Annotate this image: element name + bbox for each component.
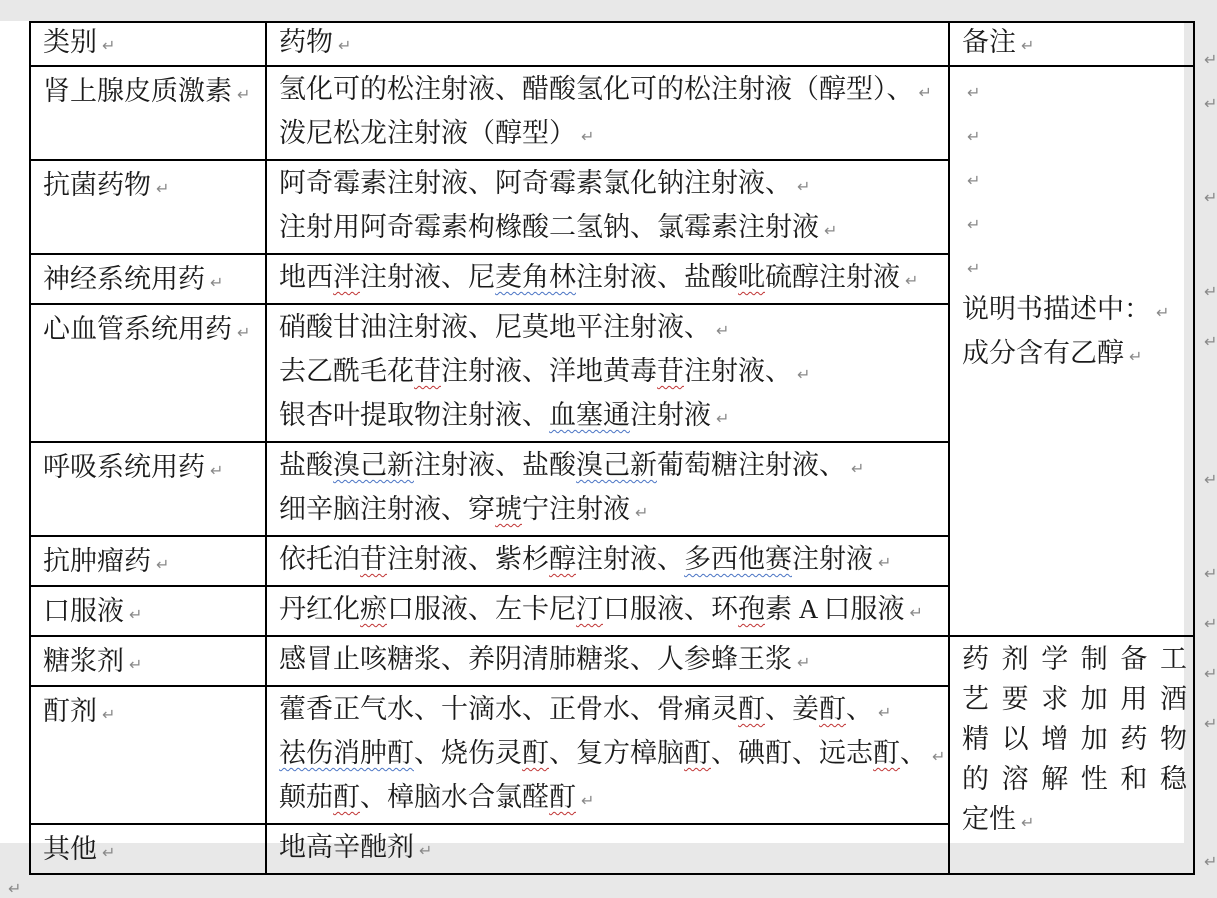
paragraph-mark: ↵ xyxy=(156,555,170,574)
column-header-category[interactable] xyxy=(30,22,266,66)
category-label: 呼吸系统用药 xyxy=(43,452,205,482)
flagged-text-red: 苷 xyxy=(657,356,684,386)
remark-line xyxy=(962,333,1187,377)
text-run: 注射液、盐酸 xyxy=(576,262,738,292)
flagged-text-red: 酊 xyxy=(522,738,549,768)
drugs-cell[interactable] xyxy=(266,636,949,686)
category-label: 神经系统用药 xyxy=(43,264,205,294)
flagged-text-blue: 麦角林 xyxy=(495,262,576,292)
paragraph-mark: ↵ xyxy=(967,83,981,102)
paragraph-mark: ↵ xyxy=(967,215,981,234)
text-run: 口服液、环 xyxy=(603,594,738,624)
drug-line xyxy=(279,445,942,489)
flagged-text-blue: 血塞通 xyxy=(549,400,630,430)
text-run: 银杏叶提取物注射液、 xyxy=(279,400,549,430)
paragraph-mark: ↵ xyxy=(210,461,224,480)
text-run: 藿香正气水、十滴水、正骨水、骨痛灵 xyxy=(279,694,738,724)
paragraph-mark: ↵ xyxy=(129,655,143,674)
drug-line xyxy=(279,827,942,871)
text-run: 地西 xyxy=(279,262,333,292)
remark-text: 定性 xyxy=(962,804,1016,834)
remark-line xyxy=(962,799,1187,843)
paragraph-mark: ↵ xyxy=(237,85,251,104)
paragraph-mark: ↵ xyxy=(878,553,892,572)
category-cell[interactable] xyxy=(30,442,266,536)
text-run: 注射液、洋地黄毒 xyxy=(441,356,657,386)
drug-line xyxy=(279,113,942,157)
category-label: 其他 xyxy=(43,834,97,864)
drug-line xyxy=(279,69,942,113)
flagged-text-red: 琥 xyxy=(495,494,522,524)
text-run: 、碘酊、远志 xyxy=(711,738,873,768)
column-header-label: 备注 xyxy=(962,27,1016,57)
flagged-text-red: 瘀 xyxy=(360,594,387,624)
flagged-text-red: 吡 xyxy=(738,262,765,292)
category-cell[interactable] xyxy=(30,160,266,254)
remark-text: 药剂学制备工 xyxy=(962,644,1187,674)
category-label: 抗肿瘤药 xyxy=(43,546,151,576)
category-label: 酊剂 xyxy=(43,696,97,726)
flagged-text-red: 酊 xyxy=(819,694,846,724)
text-run: 注射液 xyxy=(792,544,873,574)
remark-text: 艺要求加用酒 xyxy=(962,684,1187,714)
text-run: 、 xyxy=(846,694,873,724)
paragraph-mark: ↵ xyxy=(1129,347,1143,366)
category-label: 抗菌药物 xyxy=(43,170,151,200)
text-run: 去乙酰毛花 xyxy=(279,356,414,386)
paragraph-mark: ↵ xyxy=(716,409,730,428)
drugs-cell[interactable] xyxy=(266,304,949,442)
table-row xyxy=(30,636,1194,686)
text-run: 注射液、紫杉 xyxy=(387,544,549,574)
row-end-mark: ↵ xyxy=(1204,614,1217,633)
remark-line xyxy=(962,679,1187,719)
row-end-mark: ↵ xyxy=(1204,188,1217,207)
paragraph-mark: ↵ xyxy=(878,703,892,722)
drug-line xyxy=(279,689,942,733)
remark-text: 说明书描述中： xyxy=(962,294,1151,324)
column-header-remark[interactable] xyxy=(949,22,1194,66)
flagged-text-red: 醇 xyxy=(549,544,576,574)
empty-paragraph xyxy=(962,69,1187,113)
medications-table xyxy=(29,21,1195,875)
flagged-text-red: 泮 xyxy=(333,262,360,292)
drug-line xyxy=(279,257,942,301)
paragraph-mark: ↵ xyxy=(8,879,22,898)
drug-line xyxy=(279,351,942,395)
drugs-cell[interactable] xyxy=(266,66,949,160)
paragraph-mark: ↵ xyxy=(102,843,116,862)
table-head xyxy=(30,22,1194,66)
paragraph-mark: ↵ xyxy=(338,36,352,55)
text-run: 注射液、 xyxy=(576,544,684,574)
text-run: 宁注射液 xyxy=(522,494,630,524)
paragraph-mark: ↵ xyxy=(102,705,116,724)
table-body xyxy=(30,66,1194,874)
remark-cell[interactable] xyxy=(949,636,1194,874)
document-page[interactable] xyxy=(0,21,1217,898)
category-cell[interactable] xyxy=(30,254,266,304)
text-run: 感冒止咳糖浆、养阴清肺糖浆、人参蜂王浆 xyxy=(279,644,792,674)
text-run: 细辛脑注射液、穿 xyxy=(279,494,495,524)
column-header-label: 类别 xyxy=(43,27,97,57)
remark-line xyxy=(962,719,1187,759)
category-cell[interactable] xyxy=(30,536,266,586)
flagged-text-red: 酊 xyxy=(333,782,360,812)
empty-paragraph xyxy=(962,201,1187,245)
category-cell[interactable] xyxy=(30,586,266,636)
text-run: 硫醇注射液 xyxy=(765,262,900,292)
text-run: 注射液、 xyxy=(684,356,792,386)
empty-paragraph xyxy=(962,245,1187,289)
row-end-mark: ↵ xyxy=(1204,564,1217,583)
drug-line xyxy=(279,207,942,251)
paragraph-mark: ↵ xyxy=(1021,36,1035,55)
flagged-text-red: 苷 xyxy=(360,544,387,574)
text-run: 素 A 口服液 xyxy=(765,594,905,624)
text-run: 葡萄糖注射液、 xyxy=(657,450,846,480)
paragraph-mark: ↵ xyxy=(824,221,838,240)
drug-line xyxy=(279,395,942,439)
row-end-mark: ↵ xyxy=(1204,470,1217,489)
drug-line xyxy=(279,539,942,583)
text-run: 、烧伤灵 xyxy=(414,738,522,768)
category-cell[interactable] xyxy=(30,824,266,874)
row-end-mark: ↵ xyxy=(1204,94,1217,113)
paragraph-mark: ↵ xyxy=(156,179,170,198)
flagged-text-blue: 祛伤消肿酊 xyxy=(279,738,414,768)
empty-paragraph xyxy=(962,157,1187,201)
flagged-text-blue: 溴己新 xyxy=(576,450,657,480)
paragraph-mark: ↵ xyxy=(797,653,811,672)
text-run: 注射液、盐酸 xyxy=(414,450,576,480)
text-run: 氢化可的松注射液、醋酸氢化可的松注射液（醇型）、 xyxy=(279,74,914,104)
drugs-cell[interactable] xyxy=(266,442,949,536)
paragraph-mark: ↵ xyxy=(581,127,595,146)
text-run: 、 xyxy=(900,738,927,768)
category-cell[interactable] xyxy=(30,686,266,824)
remark-line xyxy=(962,289,1187,333)
remark-line xyxy=(962,759,1187,799)
text-run: 口服液、左卡尼 xyxy=(387,594,576,624)
remark-text: 成分含有乙醇 xyxy=(962,338,1124,368)
text-run: 、樟脑水合氯醛 xyxy=(360,782,549,812)
paragraph-mark: ↵ xyxy=(129,605,143,624)
flagged-text-blue: 多西他赛 xyxy=(684,544,792,574)
text-run: 硝酸甘油注射液、尼莫地平注射液、 xyxy=(279,312,711,342)
table-header-row xyxy=(30,22,1194,66)
remark-text: 精以增加药物 xyxy=(962,724,1187,754)
paragraph-mark: ↵ xyxy=(797,177,811,196)
drugs-cell[interactable] xyxy=(266,686,949,824)
text-run: 阿奇霉素注射液、阿奇霉素氯化钠注射液、 xyxy=(279,168,792,198)
paragraph-mark: ↵ xyxy=(716,321,730,340)
category-cell[interactable] xyxy=(30,66,266,160)
text-run: 泼尼松龙注射液（醇型） xyxy=(279,118,576,148)
flagged-text-red: 酊 xyxy=(873,738,900,768)
drug-line xyxy=(279,733,946,777)
text-run: 丹红化 xyxy=(279,594,360,624)
flagged-text-red: 汀 xyxy=(576,594,603,624)
drugs-cell[interactable] xyxy=(266,586,949,636)
category-label: 口服液 xyxy=(43,596,124,626)
column-header-drugs[interactable] xyxy=(266,22,949,66)
text-run: 注射液、尼 xyxy=(360,262,495,292)
row-end-mark: ↵ xyxy=(1204,852,1217,871)
paragraph-mark: ↵ xyxy=(967,259,981,278)
row-end-mark: ↵ xyxy=(1204,50,1217,69)
drug-line xyxy=(279,307,942,351)
row-end-mark: ↵ xyxy=(1204,714,1217,733)
paragraph-mark: ↵ xyxy=(905,271,919,290)
paragraph-mark: ↵ xyxy=(918,83,932,102)
text-run: 依托泊 xyxy=(279,544,360,574)
remark-text: 的溶解性和稳 xyxy=(962,764,1187,794)
flagged-text-red: 孢 xyxy=(738,594,765,624)
paragraph-mark: ↵ xyxy=(967,127,981,146)
drugs-cell[interactable] xyxy=(266,160,949,254)
paragraph-mark: ↵ xyxy=(102,36,116,55)
paragraph-mark: ↵ xyxy=(851,459,865,478)
text-run: 地高辛酏剂 xyxy=(279,832,414,862)
paragraph-mark: ↵ xyxy=(932,747,946,766)
category-cell[interactable] xyxy=(30,636,266,686)
category-label: 糖浆剂 xyxy=(43,646,124,676)
paragraph-mark: ↵ xyxy=(909,603,923,622)
text-run: 、姜 xyxy=(765,694,819,724)
flagged-text-red: 苷 xyxy=(414,356,441,386)
text-run: 、复方樟脑 xyxy=(549,738,684,768)
paragraph-mark: ↵ xyxy=(635,503,649,522)
paragraph-mark: ↵ xyxy=(237,323,251,342)
remark-cell[interactable] xyxy=(949,66,1194,636)
drug-line xyxy=(279,777,942,821)
flagged-text-red: 酊 xyxy=(684,738,711,768)
paragraph-mark: ↵ xyxy=(419,841,433,860)
column-header-label: 药物 xyxy=(279,27,333,57)
paragraph-mark: ↵ xyxy=(1156,303,1170,322)
paragraph-mark: ↵ xyxy=(210,273,224,292)
flagged-text-blue: 溴己新 xyxy=(333,450,414,480)
paragraph-mark: ↵ xyxy=(1021,813,1035,832)
text-run: 盐酸 xyxy=(279,450,333,480)
paragraph-mark: ↵ xyxy=(797,365,811,384)
drug-line xyxy=(279,639,942,683)
row-end-mark: ↵ xyxy=(1204,664,1217,683)
row-end-mark: ↵ xyxy=(1204,282,1217,301)
flagged-text-red: 酊 xyxy=(549,782,576,812)
text-run: 颠茄 xyxy=(279,782,333,812)
drug-line xyxy=(279,489,942,533)
row-end-mark: ↵ xyxy=(1204,332,1217,351)
category-cell[interactable] xyxy=(30,304,266,442)
flagged-text-red: 酊 xyxy=(738,694,765,724)
drug-line xyxy=(279,589,942,633)
drug-line xyxy=(279,163,942,207)
text-run: 注射用阿奇霉素枸橼酸二氢钠、氯霉素注射液 xyxy=(279,212,819,242)
drugs-cell[interactable] xyxy=(266,824,949,874)
drugs-cell[interactable] xyxy=(266,254,949,304)
empty-paragraph xyxy=(962,113,1187,157)
category-label: 肾上腺皮质激素 xyxy=(43,76,232,106)
drugs-cell[interactable] xyxy=(266,536,949,586)
category-label: 心血管系统用药 xyxy=(43,314,232,344)
table-row xyxy=(30,66,1194,160)
text-run: 注射液 xyxy=(630,400,711,430)
remark-line xyxy=(962,639,1187,679)
paragraph-mark: ↵ xyxy=(581,791,595,810)
paragraph-mark: ↵ xyxy=(967,171,981,190)
